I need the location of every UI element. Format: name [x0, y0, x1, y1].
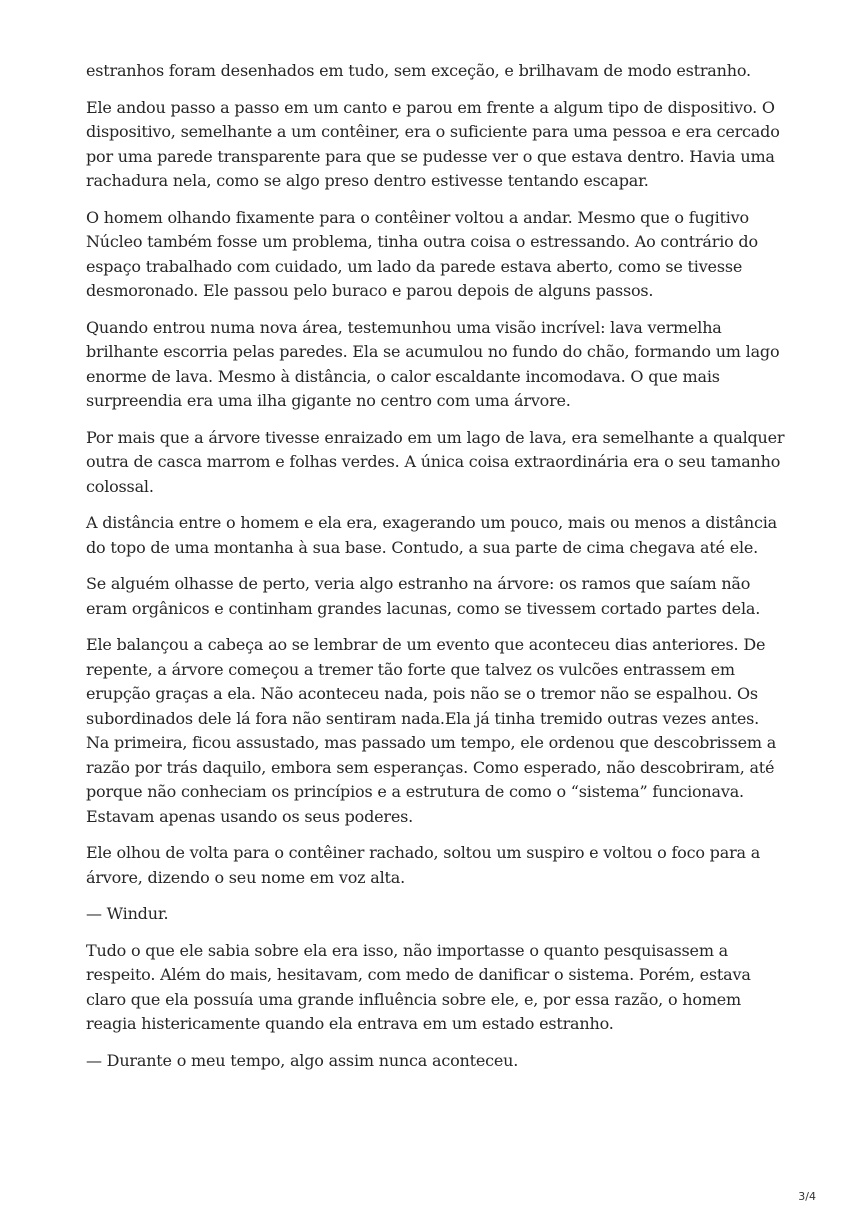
- paragraph: Por mais que a árvore tivesse enraizado em um lago de lava, era semelhante a qualquer outra de casca marrom e folhas verdes. A única coisa extraordinária era o seu tamanho colossal.: [86, 427, 785, 496]
- paragraph: estranhos foram desenhados em tudo, sem exceção, e brilhavam de modo estranho.: [86, 61, 751, 80]
- dialogue-line: — Windur.: [86, 904, 169, 923]
- paragraph: Ele balançou a cabeça ao se lembrar de um evento que aconteceu dias anteriores. De repente, a árvore começou a tremer tão forte que talvez os vulcões entrassem em erupção graças a ela. Não aconteceu nada, pois não se o tremor não se espalhou. Os subordinados dele lá fora não sentiram nada.Ela já tinha tremido outras vezes antes. Na primeira, ficou assustado, mas passado um tempo, ele ordenou que descobrissem a razão por trás daquilo, embora sem esperanças. Como esperado, não descobriram, até porque não conheciam os princípios e a estrutura de como o “sistema” funcionava. Estavam apenas usando os seus poderes.: [86, 635, 777, 826]
- paragraph: Quando entrou numa nova área, testemunhou uma visão incrível: lava vermelha brilhante escorria pelas paredes. Ela se acumulou no fundo do chão, formando um lago enorme de lava. Mesmo à distância, o calor escaldante incomodava. O que mais surpreendia era uma ilha gigante no centro com uma árvore.: [86, 317, 780, 410]
- paragraph: Se alguém olhasse de perto, veria algo estranho na árvore: os ramos que saíam não eram orgânicos e continham grandes lacunas, como se tivessem cortado partes dela.: [86, 574, 761, 618]
- paragraph: Ele andou passo a passo em um canto e parou em frente a algum tipo de dispositivo. O dispositivo, semelhante a um contêiner, era o suficiente para uma pessoa e era cercado por uma parede transparente para que se pudesse ver o que estava dentro. Havia uma rachadura nela, como se algo preso dentro estivesse tentando escapar.: [86, 97, 780, 190]
- paragraph: O homem olhando fixamente para o contêiner voltou a andar. Mesmo que o fugitivo Núcleo também fosse um problema, tinha outra coisa o estressando. Ao contrário do espaço trabalhado com cuidado, um lado da parede estava aberto, como se tivesse desmoronado. Ele passou pelo buraco e parou depois de alguns passos.: [86, 207, 758, 300]
- page-number: 3/4: [798, 1190, 816, 1203]
- paragraph: Tudo o que ele sabia sobre ela era isso, não importasse o quanto pesquisassem a respeito. Além do mais, hesitavam, com medo de danificar o sistema. Porém, estava claro que ela possuía uma grande influência sobre ele, e, por essa razão, o homem reagia histericamente quando ela entrava em um estado estranho.: [86, 940, 751, 1033]
- paragraph: A distância entre o homem e ela era, exagerando um pouco, mais ou menos a distância do topo de uma montanha à sua base. Contudo, a sua parte de cima chegava até ele.: [86, 513, 777, 557]
- document-page: [86, 59, 786, 1085]
- paragraph: Ele olhou de volta para o contêiner rachado, soltou um suspiro e voltou o foco para a árvore, dizendo o seu nome em voz alta.: [86, 843, 761, 887]
- dialogue-line: — Durante o meu tempo, algo assim nunca aconteceu.: [86, 1050, 519, 1070]
